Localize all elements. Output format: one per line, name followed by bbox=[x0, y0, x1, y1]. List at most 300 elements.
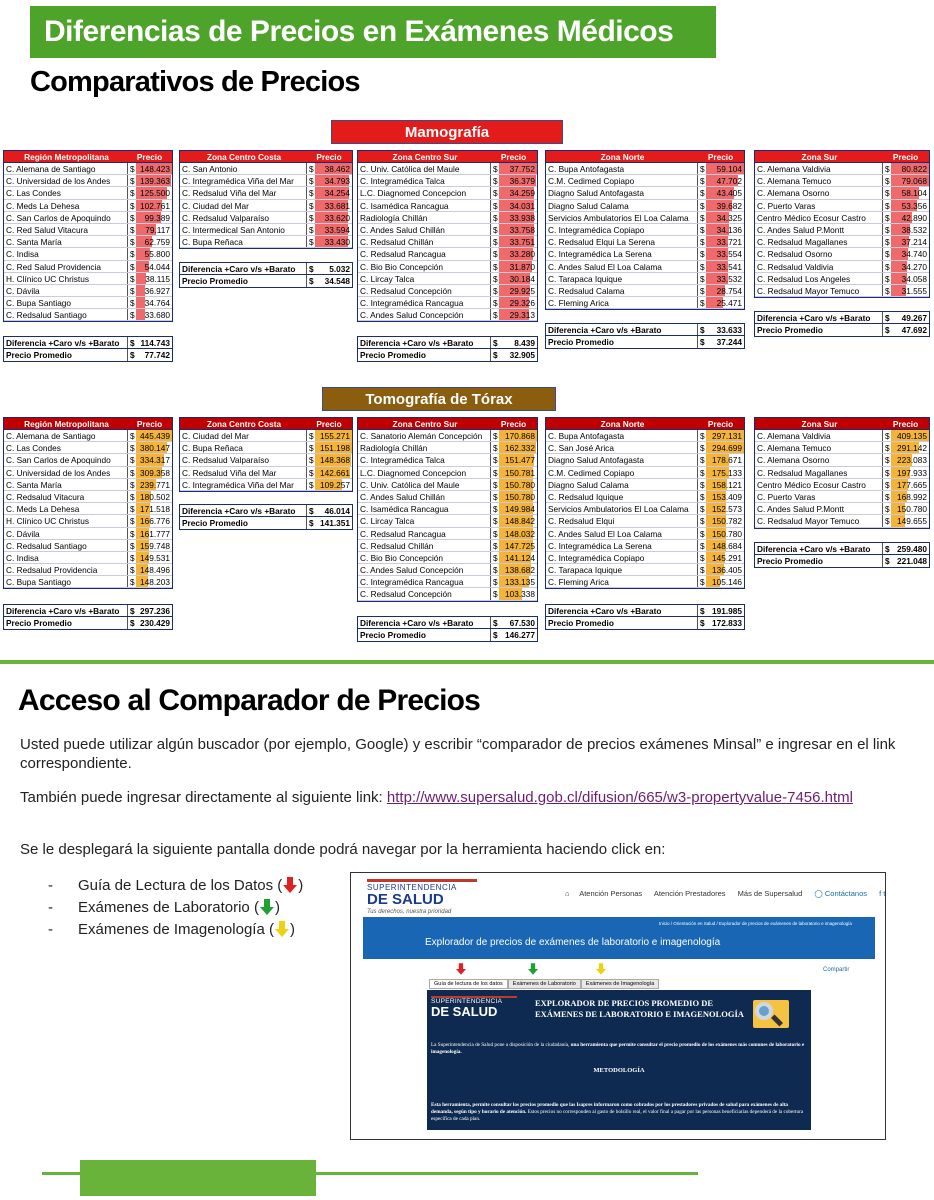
provider-name: Servicios Ambulatorios El Loa Calama bbox=[548, 504, 689, 515]
price-value: 136.405 bbox=[712, 565, 742, 576]
table-row bbox=[546, 540, 744, 552]
price-value: 37.752 bbox=[509, 164, 535, 174]
price-cell bbox=[306, 454, 352, 466]
price-cell bbox=[490, 528, 537, 540]
price-header: Precio bbox=[707, 152, 734, 162]
price-value: 53.356 bbox=[901, 200, 927, 211]
price-cell bbox=[127, 552, 172, 564]
table-row bbox=[358, 212, 537, 224]
price-cell bbox=[697, 248, 744, 260]
price-value: 148.203 bbox=[140, 577, 170, 588]
price-cell bbox=[490, 309, 537, 321]
price-value: 147.725 bbox=[505, 540, 535, 551]
price-cell bbox=[882, 236, 929, 248]
currency-symbol: $ bbox=[493, 298, 498, 309]
provider-name: C. Lircay Talca bbox=[360, 273, 415, 284]
price-value: 31.555 bbox=[901, 285, 927, 296]
price-header: Precio bbox=[892, 419, 919, 429]
price-cell bbox=[490, 491, 537, 503]
provider-name: C. Redsalud Viña del Mar bbox=[182, 188, 277, 199]
table-row bbox=[4, 503, 172, 515]
currency-symbol: $ bbox=[700, 618, 705, 629]
divider bbox=[0, 660, 934, 664]
table-row bbox=[4, 297, 172, 309]
nav-item[interactable]: Atención Personas bbox=[579, 889, 643, 898]
table-row bbox=[755, 454, 929, 466]
currency-symbol: $ bbox=[493, 261, 498, 272]
price-cell bbox=[127, 576, 172, 588]
summary-value: $ 8.439 bbox=[490, 337, 537, 349]
provider-name: C. Meds La Dehesa bbox=[6, 200, 80, 211]
table-header bbox=[180, 418, 352, 430]
currency-symbol: $ bbox=[130, 618, 135, 629]
price-cell bbox=[127, 540, 172, 552]
table-row bbox=[4, 430, 172, 442]
panel-logo: SUPERINTENDENCIA DE SALUD bbox=[431, 996, 521, 1026]
table-row bbox=[755, 212, 929, 224]
price-value: 145.291 bbox=[712, 552, 742, 563]
price-value: 153.409 bbox=[712, 491, 742, 502]
currency-symbol: $ bbox=[130, 577, 135, 588]
price-cell bbox=[490, 261, 537, 273]
price-cell bbox=[490, 503, 537, 515]
currency-symbol: $ bbox=[885, 556, 890, 567]
summary-value: $ 67.530 bbox=[490, 617, 537, 629]
table-row bbox=[546, 297, 744, 309]
provider-name: C. Redsalud Iquique bbox=[548, 491, 624, 502]
currency-symbol: $ bbox=[130, 310, 135, 321]
table-row bbox=[4, 540, 172, 552]
summary-label: Precio Promedio bbox=[757, 556, 823, 567]
price-value: 239.771 bbox=[140, 479, 170, 490]
currency-symbol: $ bbox=[885, 200, 890, 211]
price-value: 150.780 bbox=[505, 479, 535, 490]
price-value: 33.430 bbox=[324, 237, 350, 248]
table-row bbox=[358, 540, 537, 552]
table-row bbox=[546, 491, 744, 503]
comparador-link[interactable]: http://www.supersalud.gob.cl/difusion/665/w3-propertyvalue-7456.html bbox=[386, 789, 853, 806]
currency-symbol: $ bbox=[885, 491, 890, 502]
price-value: 29.326 bbox=[509, 298, 535, 309]
provider-name: C. Redsalud Santiago bbox=[6, 540, 87, 551]
table-row bbox=[546, 236, 744, 248]
difference-row bbox=[180, 263, 352, 275]
nav-item[interactable]: Más de Supersalud bbox=[737, 889, 803, 898]
provider-name: C. Alemana Osorno bbox=[757, 188, 830, 199]
price-value: 33.594 bbox=[324, 224, 350, 235]
price-value: 34.740 bbox=[901, 249, 927, 260]
provider-name: C. Alemana de Santiago bbox=[6, 431, 96, 441]
provider-name: C. Puerto Varas bbox=[757, 200, 816, 211]
table-row bbox=[4, 454, 172, 466]
price-table bbox=[179, 417, 353, 492]
price-cell bbox=[490, 297, 537, 309]
currency-symbol: $ bbox=[700, 431, 705, 441]
price-table bbox=[545, 150, 745, 310]
currency-symbol: $ bbox=[130, 298, 135, 309]
price-cell bbox=[306, 187, 352, 199]
price-cell bbox=[882, 248, 929, 260]
price-value: 380.147 bbox=[140, 443, 170, 454]
site-logo[interactable]: SUPERINTENDENCIA DE SALUD Tus derechos, nuestra prioridad bbox=[367, 879, 477, 915]
currency-symbol: $ bbox=[700, 224, 705, 235]
provider-name: C. Red Salud Providencia bbox=[6, 261, 102, 272]
average-row bbox=[4, 617, 172, 629]
price-value: 150.781 bbox=[505, 467, 535, 478]
home-icon[interactable]: ⌂ bbox=[565, 889, 570, 898]
provider-name: C. Redsalud Concepción bbox=[360, 285, 452, 296]
provider-name: C. Dávila bbox=[6, 528, 40, 539]
zone-header: Región Metropolitana bbox=[24, 152, 109, 162]
price-value: 151.198 bbox=[320, 443, 350, 454]
currency-symbol: $ bbox=[885, 431, 890, 441]
currency-symbol: $ bbox=[885, 455, 890, 466]
bullet-label[interactable]: Exámenes de Imagenología ( bbox=[78, 921, 274, 938]
price-cell bbox=[882, 273, 929, 285]
currency-symbol: $ bbox=[309, 164, 314, 174]
table-row bbox=[4, 479, 172, 491]
currency-symbol: $ bbox=[493, 310, 498, 321]
currency-symbol: $ bbox=[700, 237, 705, 248]
provider-name: C. Integramédica La Serena bbox=[548, 249, 652, 260]
price-value: 125.500 bbox=[140, 188, 170, 199]
price-value: 148.496 bbox=[140, 565, 170, 576]
summary-label: Precio Promedio bbox=[548, 618, 614, 629]
table-row bbox=[4, 273, 172, 285]
currency-symbol: $ bbox=[493, 249, 498, 260]
price-header: Precio bbox=[500, 152, 527, 162]
table-row bbox=[546, 163, 744, 175]
price-cell bbox=[490, 540, 537, 552]
provider-name: C. Redsalud Valparaíso bbox=[182, 212, 270, 223]
currency-symbol: $ bbox=[700, 249, 705, 260]
price-value: 409.135 bbox=[897, 431, 927, 441]
price-cell bbox=[127, 175, 172, 187]
summary-label: Diferencia +Caro v/s +Barato bbox=[548, 606, 662, 616]
currency-symbol: $ bbox=[493, 188, 498, 199]
price-table bbox=[754, 417, 930, 529]
currency-symbol: $ bbox=[885, 212, 890, 223]
summary-value: $ 32.905 bbox=[490, 349, 537, 361]
provider-name: Radiología Chillán bbox=[360, 212, 428, 223]
price-value: 109.257 bbox=[320, 479, 350, 490]
price-value: 33.938 bbox=[509, 212, 535, 223]
price-cell bbox=[127, 430, 172, 442]
provider-name: C. Andes Salud Chillán bbox=[360, 491, 445, 502]
table-row bbox=[755, 224, 929, 236]
provider-name: C. Andes Salud El Loa Calama bbox=[548, 261, 662, 272]
table-row bbox=[180, 442, 352, 454]
price-value: 223.083 bbox=[897, 455, 927, 466]
price-cell bbox=[697, 467, 744, 479]
price-cell bbox=[882, 442, 929, 454]
price-value: 139.363 bbox=[140, 176, 170, 187]
provider-name: C. Redsalud Calama bbox=[548, 285, 625, 296]
price-value: 159.748 bbox=[140, 540, 170, 551]
summary-value: $ 172.833 bbox=[697, 617, 744, 629]
currency-symbol: $ bbox=[700, 212, 705, 223]
table-row bbox=[4, 285, 172, 297]
table-row bbox=[358, 576, 537, 588]
provider-name: C. Andes Salud P.Montt bbox=[757, 224, 845, 235]
provider-name: C. Redsalud Elqui bbox=[548, 516, 615, 527]
price-value: 162.332 bbox=[505, 443, 535, 454]
currency-symbol: $ bbox=[700, 443, 705, 454]
summary-table bbox=[545, 323, 745, 349]
price-value: 38.462 bbox=[324, 164, 350, 174]
price-cell bbox=[306, 200, 352, 212]
price-value: 152.573 bbox=[712, 504, 742, 515]
average-row bbox=[358, 349, 537, 361]
price-table bbox=[545, 417, 745, 589]
summary-label: Diferencia +Caro v/s +Barato bbox=[182, 506, 296, 516]
summary-table bbox=[179, 504, 353, 530]
provider-name: C. Dávila bbox=[6, 285, 40, 296]
currency-symbol: $ bbox=[130, 176, 135, 187]
table-row bbox=[546, 503, 744, 515]
site-nav bbox=[565, 889, 885, 898]
price-value: 33.751 bbox=[509, 237, 535, 248]
price-header: Precio bbox=[500, 419, 527, 429]
currency-symbol: $ bbox=[885, 249, 890, 260]
table-row bbox=[546, 552, 744, 564]
summary-value: $ 191.985 bbox=[697, 605, 744, 617]
provider-name: Centro Médico Ecosur Castro bbox=[757, 212, 866, 223]
currency-symbol: $ bbox=[130, 565, 135, 576]
price-cell bbox=[490, 442, 537, 454]
price-value: 148.842 bbox=[505, 516, 535, 527]
currency-symbol: $ bbox=[885, 313, 890, 323]
price-cell bbox=[490, 236, 537, 248]
yellow-arrow-down-icon bbox=[596, 963, 606, 975]
price-cell bbox=[127, 297, 172, 309]
price-cell bbox=[490, 479, 537, 491]
price-value: 42.890 bbox=[901, 212, 927, 223]
price-cell bbox=[127, 236, 172, 248]
currency-symbol: $ bbox=[309, 237, 314, 248]
tab-guia[interactable]: Guía de lectura de los datos bbox=[429, 979, 508, 989]
table-row bbox=[546, 175, 744, 187]
price-cell bbox=[697, 175, 744, 187]
price-value: 33.280 bbox=[509, 249, 535, 260]
table-row bbox=[755, 430, 929, 442]
price-value: 297.131 bbox=[712, 431, 742, 441]
table-row bbox=[755, 261, 929, 273]
price-value: 138.682 bbox=[505, 565, 535, 576]
price-value: 150.780 bbox=[505, 491, 535, 502]
summary-label: Diferencia +Caro v/s +Barato bbox=[757, 544, 871, 554]
provider-name: L.C. Diagnomed Concepcion bbox=[360, 467, 467, 478]
tab-imagenologia[interactable]: Exámenes de Imagenología bbox=[581, 979, 660, 989]
currency-symbol: $ bbox=[309, 431, 314, 441]
summary-label: Diferencia +Caro v/s +Barato bbox=[548, 325, 662, 335]
currency-symbol: $ bbox=[700, 285, 705, 296]
table-row bbox=[180, 187, 352, 199]
price-value: 294.699 bbox=[712, 443, 742, 454]
price-cell bbox=[490, 248, 537, 260]
table-row bbox=[546, 467, 744, 479]
table-row bbox=[4, 163, 172, 175]
panel-title: EXPLORADOR DE PRECIOS PROMEDIO DE EXÁMENES DE LABORATORIO E IMAGENOLOGÍA bbox=[535, 998, 744, 1019]
price-cell bbox=[697, 576, 744, 588]
currency-symbol: $ bbox=[700, 491, 705, 502]
price-cell bbox=[697, 212, 744, 224]
table-row bbox=[755, 491, 929, 503]
price-cell bbox=[490, 200, 537, 212]
provider-name: C. Fleming Arica bbox=[548, 577, 609, 588]
tab-laboratorio[interactable]: Exámenes de Laboratorio bbox=[508, 979, 581, 989]
currency-symbol: $ bbox=[130, 443, 135, 454]
currency-symbol: $ bbox=[700, 188, 705, 199]
currency-symbol: $ bbox=[493, 630, 498, 641]
provider-name: C.M. Cedimed Copiapo bbox=[548, 467, 635, 478]
price-table bbox=[754, 150, 930, 298]
price-value: 291.142 bbox=[897, 443, 927, 454]
table-row bbox=[755, 200, 929, 212]
price-cell bbox=[127, 285, 172, 297]
price-cell bbox=[697, 297, 744, 309]
table-row bbox=[755, 285, 929, 297]
table-header bbox=[358, 151, 537, 163]
average-row bbox=[546, 336, 744, 348]
difference-row bbox=[180, 505, 352, 517]
currency-symbol: $ bbox=[130, 224, 135, 235]
price-cell bbox=[697, 442, 744, 454]
provider-name: C. Universidad de los Andes bbox=[6, 176, 111, 187]
currency-symbol: $ bbox=[885, 504, 890, 515]
currency-symbol: $ bbox=[130, 467, 135, 478]
social-icons[interactable]: f t bbox=[879, 889, 886, 898]
provider-name: C. Alemana Osorno bbox=[757, 455, 830, 466]
provider-name: C. Andes Salud Chillán bbox=[360, 224, 445, 235]
provider-name: C. Redsalud Concepción bbox=[360, 589, 452, 600]
table-row bbox=[546, 248, 744, 260]
price-cell bbox=[490, 467, 537, 479]
share-button[interactable]: Compartir bbox=[823, 967, 850, 973]
currency-symbol: $ bbox=[493, 237, 498, 248]
price-cell bbox=[882, 200, 929, 212]
provider-name: C. Redsalud Rancagua bbox=[360, 249, 446, 260]
price-value: 168.992 bbox=[897, 491, 927, 502]
price-cell bbox=[697, 540, 744, 552]
table-row bbox=[358, 175, 537, 187]
provider-name: C. Redsalud Los Angeles bbox=[757, 273, 851, 284]
price-cell bbox=[306, 467, 352, 479]
table-row bbox=[755, 515, 929, 527]
zone-header: Zona Centro Sur bbox=[392, 419, 458, 429]
price-value: 33.554 bbox=[716, 249, 742, 260]
explorer-panel bbox=[427, 990, 811, 1130]
provider-name: C. Andes Salud Concepción bbox=[360, 310, 464, 321]
table-row bbox=[4, 515, 172, 527]
price-table bbox=[3, 150, 173, 322]
price-cell bbox=[882, 503, 929, 515]
price-cell bbox=[306, 212, 352, 224]
price-cell bbox=[127, 261, 172, 273]
price-cell bbox=[882, 261, 929, 273]
price-cell bbox=[127, 467, 172, 479]
summary-value: $ 37.244 bbox=[697, 336, 744, 348]
currency-symbol: $ bbox=[885, 285, 890, 296]
currency-symbol: $ bbox=[130, 285, 135, 296]
summary-value: $ 230.429 bbox=[127, 617, 172, 629]
zone-header: Zona Centro Costa bbox=[206, 419, 282, 429]
summary-value: $ 47.692 bbox=[882, 324, 929, 336]
summary-value: $ 33.633 bbox=[697, 324, 744, 336]
provider-name: C. Universidad de los Andes bbox=[6, 467, 111, 478]
provider-name: C. Meds La Dehesa bbox=[6, 504, 80, 515]
price-value: 39.682 bbox=[716, 200, 742, 211]
bullet-label[interactable]: Guía de Lectura de los Datos ( bbox=[78, 877, 283, 894]
provider-name: C. Indisa bbox=[6, 552, 39, 563]
provider-name: C. Redsalud Elqui La Serena bbox=[548, 237, 656, 248]
currency-symbol: $ bbox=[700, 577, 705, 588]
currency-symbol: $ bbox=[130, 479, 135, 490]
provider-name: C. Redsalud Santiago bbox=[6, 310, 87, 321]
table-row bbox=[358, 224, 537, 236]
provider-name: C. Lircay Talca bbox=[360, 516, 415, 527]
price-cell bbox=[127, 187, 172, 199]
price-value: 133.135 bbox=[505, 577, 535, 588]
price-value: 31.870 bbox=[509, 261, 535, 272]
provider-name: C. Tarapaca Iquique bbox=[548, 273, 623, 284]
table-row bbox=[4, 491, 172, 503]
provider-name: C. Andes Salud Concepción bbox=[360, 565, 464, 576]
price-value: 175.133 bbox=[712, 467, 742, 478]
price-cell bbox=[306, 175, 352, 187]
price-cell bbox=[697, 528, 744, 540]
table-row bbox=[4, 261, 172, 273]
currency-symbol: $ bbox=[130, 540, 135, 551]
currency-symbol: $ bbox=[493, 479, 498, 490]
summary-value: $ 49.267 bbox=[882, 312, 929, 324]
summary-label: Precio Promedio bbox=[182, 276, 248, 287]
nav-item[interactable]: Atención Prestadores bbox=[653, 889, 726, 898]
provider-name: C. Andes Salud El Loa Calama bbox=[548, 528, 662, 539]
price-value: 34.136 bbox=[716, 224, 742, 235]
provider-name: C. San Carlos de Apoquindo bbox=[6, 455, 111, 466]
provider-name: C. Indisa bbox=[6, 249, 39, 260]
price-cell bbox=[882, 212, 929, 224]
price-cell bbox=[882, 467, 929, 479]
summary-label: Diferencia +Caro v/s +Barato bbox=[757, 313, 871, 323]
price-value: 30.184 bbox=[509, 273, 535, 284]
bullet-dash: - bbox=[48, 899, 53, 916]
currency-symbol: $ bbox=[309, 212, 314, 223]
bullet-label[interactable]: Exámenes de Laboratorio ( bbox=[78, 899, 259, 916]
nav-item[interactable]: Contáctanos bbox=[824, 889, 867, 898]
currency-symbol: $ bbox=[309, 443, 314, 454]
currency-symbol: $ bbox=[130, 200, 135, 211]
provider-name: C. Santa María bbox=[6, 479, 62, 490]
provider-name: C. Bupa Santiago bbox=[6, 577, 72, 588]
table-row bbox=[546, 187, 744, 199]
average-row bbox=[358, 629, 537, 641]
provider-name: C. Intermedical San Antonio bbox=[182, 224, 285, 235]
zone-header: Zona Sur bbox=[801, 419, 838, 429]
table-row bbox=[4, 187, 172, 199]
price-cell bbox=[490, 430, 537, 442]
currency-symbol: $ bbox=[700, 528, 705, 539]
provider-name: C. Redsalud Viña del Mar bbox=[182, 467, 277, 478]
currency-symbol: $ bbox=[493, 224, 498, 235]
table-row bbox=[755, 236, 929, 248]
table-row bbox=[4, 200, 172, 212]
currency-symbol: $ bbox=[493, 431, 498, 441]
price-cell bbox=[490, 212, 537, 224]
provider-name: C. Redsalud Mayor Temuco bbox=[757, 516, 860, 527]
provider-name: C. Integramédica Viña del Mar bbox=[182, 479, 294, 490]
